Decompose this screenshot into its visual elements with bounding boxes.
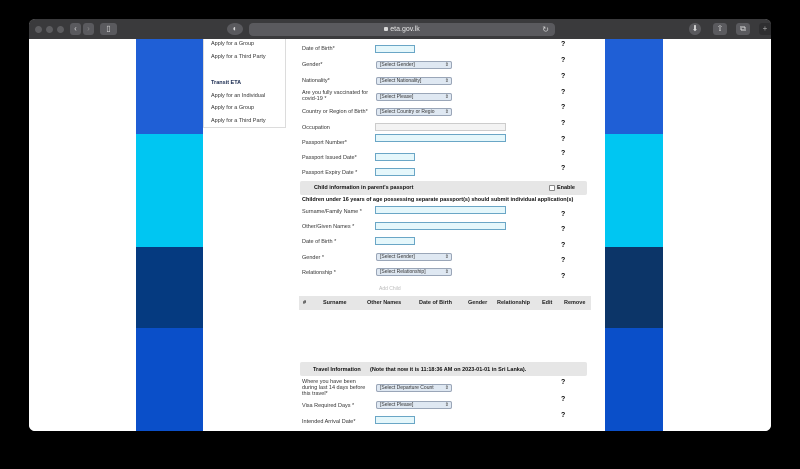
stripe-band (136, 247, 203, 328)
browser-window (29, 19, 771, 431)
add-child-button[interactable]: Add Child (379, 286, 401, 292)
vaccinated-label-line1: Are you fully vaccinated for (302, 90, 369, 96)
visa-days-select[interactable] (376, 401, 452, 409)
child-dob-label: Date of Birth * (302, 239, 337, 245)
back-button[interactable] (70, 23, 81, 35)
decorative-stripe-left (136, 39, 203, 431)
arrival-date-label: Intended Arrival Date* (302, 419, 356, 425)
help-icon[interactable]: ? (561, 41, 566, 48)
stripe-band (605, 247, 663, 328)
enable-child-checkbox[interactable] (549, 185, 555, 191)
child-surname-label: Surname/Family Name * (302, 209, 362, 215)
help-icon[interactable]: ? (561, 273, 566, 280)
help-icon[interactable]: ? (561, 396, 566, 403)
vaccinated-select-value: [Select Please] (380, 94, 414, 100)
child-dob-input[interactable] (375, 237, 415, 245)
travel-section-title: Travel Information (313, 367, 361, 373)
help-icon[interactable]: ? (561, 165, 566, 172)
departure-country-select[interactable] (376, 384, 452, 392)
arrival-date-input[interactable] (375, 416, 415, 424)
help-icon[interactable]: ? (561, 242, 566, 249)
enable-child-label: Enable (556, 185, 575, 191)
column-header: Other Names (367, 300, 402, 306)
gender-label: Gender* (302, 62, 323, 68)
stripe-band (136, 134, 203, 247)
sidebar-section-transit-eta: Transit ETA (211, 80, 242, 86)
browser-toolbar (29, 19, 771, 39)
help-icon[interactable]: ? (561, 57, 566, 64)
departure-country-select-value: [Select Departure Count (380, 385, 434, 391)
child-other-names-input[interactable] (375, 222, 506, 230)
gender-select[interactable] (376, 61, 452, 69)
stripe-band (605, 328, 663, 431)
dob-label: Date of Birth* (302, 46, 335, 52)
close-window-button[interactable] (35, 26, 42, 33)
downloads-button[interactable] (689, 23, 701, 35)
column-header: Edit (542, 300, 553, 306)
new-tab-button[interactable] (759, 23, 771, 35)
child-surname-input[interactable] (375, 206, 506, 214)
chevron-updown-icon: ⇕ (444, 78, 449, 84)
help-icon[interactable]: ? (561, 73, 566, 80)
chevron-updown-icon: ⇕ (444, 269, 449, 275)
nationality-select[interactable] (376, 77, 452, 85)
dob-input[interactable] (375, 45, 415, 53)
child-gender-label: Gender * (302, 255, 325, 261)
stripe-band (136, 39, 203, 134)
zoom-window-button[interactable] (57, 26, 64, 33)
where-been-label-line1: Where you have been (302, 379, 356, 385)
passport-number-label: Passport Number* (302, 140, 347, 146)
child-gender-select-value: [Select Gender] (380, 254, 415, 260)
application-form (299, 39, 599, 431)
privacy-shield-button[interactable] (227, 23, 243, 35)
visa-days-select-value: [Select Please] (380, 402, 414, 408)
help-icon[interactable]: ? (561, 120, 566, 127)
child-relationship-select-value: [Select Relationship] (380, 269, 426, 275)
nationality-select-value: [Select Nationality] (380, 78, 422, 84)
help-icon[interactable]: ? (561, 379, 566, 386)
stripe-band (605, 134, 663, 247)
sidebar-item-transit-individual[interactable]: Apply for an Individual (211, 93, 266, 99)
help-icon[interactable]: ? (561, 150, 566, 157)
share-button[interactable] (713, 23, 727, 35)
stripe-band (136, 328, 203, 431)
nationality-label: Nationality* (302, 78, 330, 84)
chevron-updown-icon: ⇕ (444, 109, 449, 115)
help-icon[interactable]: ? (561, 136, 566, 143)
chevron-updown-icon: ⇕ (444, 385, 449, 391)
tabs-icon: ⧉ (740, 24, 746, 33)
chevron-updown-icon: ⇕ (444, 254, 449, 260)
help-icon[interactable]: ? (561, 104, 566, 111)
occupation-label: Occupation (302, 125, 330, 131)
sidebar-toggle-button[interactable] (100, 23, 117, 35)
forward-icon: › (87, 24, 90, 33)
decorative-stripe-right (605, 39, 663, 431)
column-header: # (303, 300, 307, 306)
chevron-updown-icon: ⇕ (444, 94, 449, 100)
page-content (29, 39, 771, 431)
child-note: Children under 16 years of age possessing separate passport(s) should submit individual application(s) (302, 197, 574, 203)
country-of-birth-label: Country or Region of Birth* (302, 109, 368, 115)
url-text: eta.gov.lk (390, 26, 420, 33)
child-relationship-select[interactable] (376, 268, 452, 276)
passport-expiry-input[interactable] (375, 168, 415, 176)
travel-section-header (300, 362, 587, 376)
where-been-label-line3: this travel* (302, 391, 328, 397)
download-icon: ⬇ (691, 24, 699, 33)
country-of-birth-select-value: [Select Country or Regio (380, 109, 435, 115)
help-icon[interactable]: ? (561, 211, 566, 218)
occupation-input[interactable] (375, 123, 506, 131)
share-icon: ⇧ (716, 24, 724, 33)
reload-icon[interactable]: ↻ (542, 25, 549, 34)
help-icon[interactable]: ? (561, 89, 566, 96)
passport-issued-input[interactable] (375, 153, 415, 161)
sidebar-menu (203, 39, 286, 128)
visa-days-label: Visa Required Days * (302, 403, 355, 409)
lock-icon (384, 27, 388, 31)
column-header: Gender (468, 300, 488, 306)
column-header: Relationship (497, 300, 531, 306)
forward-button[interactable] (83, 23, 94, 35)
travel-time-note: (Note that now it is 11:18:36 AM on 2023-01-01 in Sri Lanka). (370, 367, 527, 373)
help-icon[interactable]: ? (561, 257, 566, 264)
child-section-title: Child information in parent's passport (314, 185, 414, 191)
stripe-band (605, 39, 663, 134)
sidebar-item-apply-third-party[interactable]: Apply for a Third Party (211, 54, 266, 60)
sidebar-item-transit-third-party[interactable]: Apply for a Third Party (211, 118, 266, 124)
shield-icon: ◐ (232, 24, 238, 33)
chevron-updown-icon: ⇕ (444, 62, 449, 68)
sidebar-icon: ▯ (106, 24, 111, 33)
chevron-updown-icon: ⇕ (444, 402, 449, 408)
help-icon[interactable]: ? (561, 412, 566, 419)
sidebar-item-transit-group[interactable]: Apply for a Group (211, 105, 255, 111)
column-header: Surname (323, 300, 347, 306)
back-icon: ‹ (74, 24, 77, 33)
children-table-header (299, 296, 591, 310)
url-bar[interactable] (249, 23, 555, 36)
column-header: Date of Birth (419, 300, 452, 306)
help-icon[interactable]: ? (561, 226, 566, 233)
sidebar-item-apply-group[interactable]: Apply for a Group (211, 41, 255, 47)
gender-select-value: [Select Gender] (380, 62, 415, 68)
child-other-names-label: Other/Given Names * (302, 224, 355, 230)
passport-expiry-label: Passport Expiry Date * (302, 170, 358, 176)
passport-number-input[interactable] (375, 134, 506, 142)
vaccinated-label-line2: covid-19 * (302, 96, 327, 102)
vaccinated-select[interactable] (376, 93, 452, 101)
where-been-label-line2: during last 14 days before (302, 385, 366, 391)
child-section-header (300, 181, 587, 195)
country-of-birth-select[interactable] (376, 108, 452, 116)
tab-overview-button[interactable] (736, 23, 750, 35)
minimize-window-button[interactable] (46, 26, 53, 33)
column-header: Remove (564, 300, 586, 306)
add-icon: + (762, 24, 768, 33)
passport-issued-label: Passport Issued Date* (302, 155, 357, 161)
child-relationship-label: Relationship * (302, 270, 336, 276)
child-gender-select[interactable] (376, 253, 452, 261)
